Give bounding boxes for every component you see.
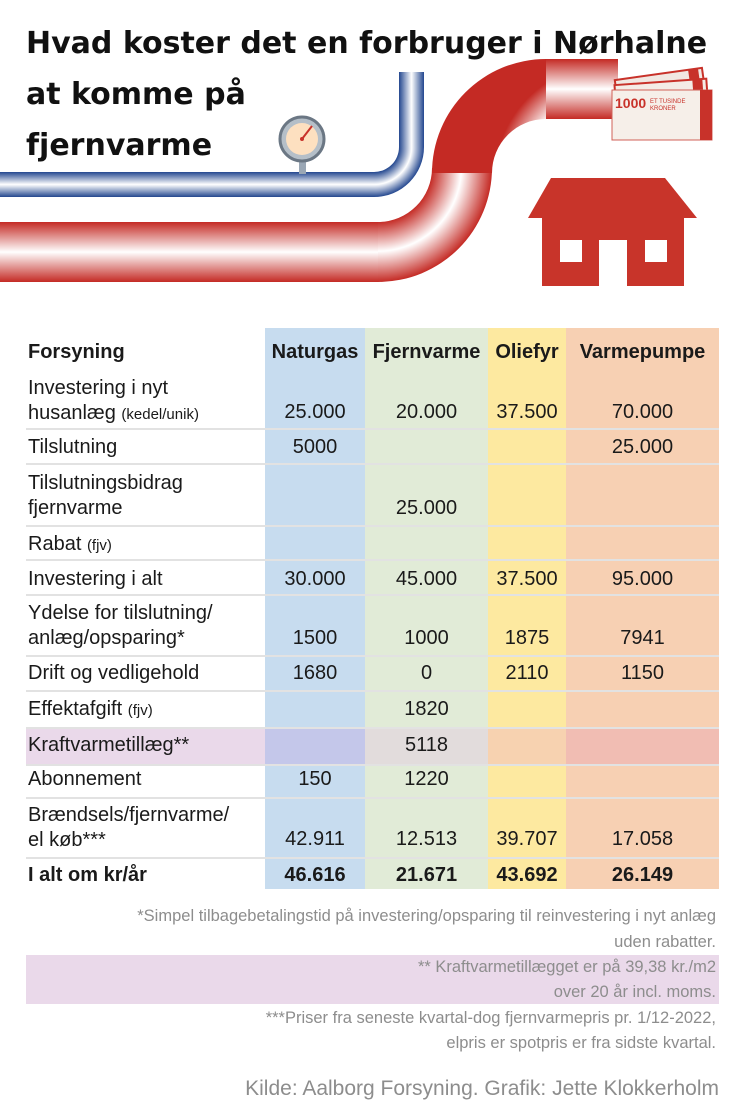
banknote-text-line1: ET TUSINDE [650, 99, 686, 105]
row-label: Brændsels/fjernvarme/ [28, 804, 230, 826]
row-note: (fjv) [86, 537, 112, 554]
total-cell-varmepumpe: 26.149 [611, 864, 674, 886]
header-fjernvarme: Fjernvarme [372, 341, 481, 363]
value-cell: 1875 [504, 627, 550, 649]
value-cell: 30.000 [284, 568, 346, 590]
row-label: Investering i nyt [28, 377, 169, 399]
row-divider [26, 857, 719, 859]
row-divider [26, 764, 719, 766]
row-divider [26, 594, 719, 596]
row-label [28, 697, 153, 723]
row-divider [26, 559, 719, 561]
value-cell: 37.500 [496, 568, 558, 590]
value-cell: 1680 [292, 662, 338, 684]
value-cell: 95.000 [611, 568, 674, 590]
header-naturgas: Naturgas [271, 341, 359, 363]
kraftvarme-band-naturgas [265, 729, 365, 764]
value-cell: 12.513 [395, 828, 458, 850]
footnote-2-line1: ** Kraftvarmetillægget er på 39,38 kr./m2 [417, 958, 716, 976]
footnote-1-line2: uden rabatter. [614, 933, 716, 951]
row-label: Drift og vedligehold [28, 662, 200, 684]
value-cell: 39.707 [496, 828, 558, 850]
total-row-label: I alt om kr/år [28, 864, 147, 886]
footnote-3-line2: elpris er spotpris er fra sidste kvartal. [446, 1034, 716, 1052]
title-line2: at komme på [26, 77, 246, 112]
value-cell: 37.500 [496, 401, 558, 423]
row-label: Tilslutningsbidrag [28, 472, 183, 494]
footnote-2-line2: over 20 år incl. moms. [553, 983, 716, 1001]
row-label: Kraftvarmetillæg** [28, 734, 190, 756]
kraftvarme-band-oliefyr [488, 729, 566, 764]
row-label [28, 532, 112, 558]
house-icon [528, 178, 697, 286]
header-oliefyr: Oliefyr [495, 341, 559, 363]
value-cell: 25.000 [284, 401, 346, 423]
value-cell: 25.000 [611, 436, 674, 458]
row-note: (fjv) [127, 702, 153, 719]
row-label-part: Effektafgift [28, 698, 123, 720]
value-cell: 1000 [404, 627, 449, 649]
value-cell: 5000 [292, 436, 338, 458]
value-cell: 0 [420, 662, 433, 684]
row-divider [26, 727, 719, 729]
row-label: Ydelse for tilslutning/ [28, 602, 213, 624]
source-credit: Kilde: Aalborg Forsyning. Grafik: Jette Klokkerholm [245, 1077, 719, 1100]
kraftvarme-band-varmepumpe [566, 729, 719, 764]
row-divider [26, 463, 719, 465]
title-line3: fjernvarme [26, 128, 213, 163]
row-label-cont [28, 401, 199, 427]
value-cell: 1150 [620, 662, 664, 684]
row-label-part: Rabat [28, 533, 82, 555]
value-cell: 150 [298, 768, 332, 790]
row-divider [26, 525, 719, 527]
footnote-1-line1: *Simpel tilbagebetalingstid på investering/opsparing til reinvestering i nyt anlæg [137, 907, 716, 925]
row-label: Investering i alt [28, 568, 163, 590]
value-cell: 7941 [620, 627, 665, 649]
row-label-cont: el køb*** [28, 829, 106, 851]
value-cell: 45.000 [395, 568, 458, 590]
banknote-value-label: 1000 [615, 95, 647, 111]
title-line1: Hvad koster det en forbruger i Nørhalne [26, 26, 708, 61]
value-cell: 42.911 [285, 828, 345, 850]
row-label-cont: fjernvarme [28, 497, 123, 519]
value-cell: 70.000 [611, 401, 674, 423]
row-label-part: husanlæg [28, 402, 116, 424]
footnote-3-line1: ***Priser fra seneste kvartal-dog fjernvarmepris pr. 1/12-2022, [265, 1009, 716, 1027]
value-cell: 1500 [292, 627, 338, 649]
row-note: (kedel/unik) [121, 406, 199, 423]
total-cell-fjernvarme: 21.671 [395, 864, 458, 886]
row-divider [26, 655, 719, 657]
value-cell: 5118 [404, 734, 448, 756]
value-cell: 1220 [404, 768, 449, 790]
value-cell: 1820 [404, 698, 449, 720]
total-cell-naturgas: 46.616 [284, 864, 346, 886]
row-divider [26, 690, 719, 692]
row-label: Tilslutning [28, 436, 118, 458]
row-label-cont: anlæg/opsparing* [28, 627, 185, 649]
row-divider [26, 428, 719, 430]
value-cell: 20.000 [395, 401, 458, 423]
value-cell: 2110 [505, 662, 549, 684]
row-divider [26, 797, 719, 799]
value-cell: 17.058 [611, 828, 674, 850]
header-forsyning: Forsyning [28, 341, 125, 363]
total-cell-oliefyr: 43.692 [496, 864, 558, 886]
banknote-text-line2: KRONER [650, 106, 676, 112]
value-cell: 25.000 [395, 497, 458, 519]
header-varmepumpe: Varmepumpe [579, 341, 706, 363]
row-label: Abonnement [28, 768, 142, 790]
page-title [26, 18, 726, 171]
